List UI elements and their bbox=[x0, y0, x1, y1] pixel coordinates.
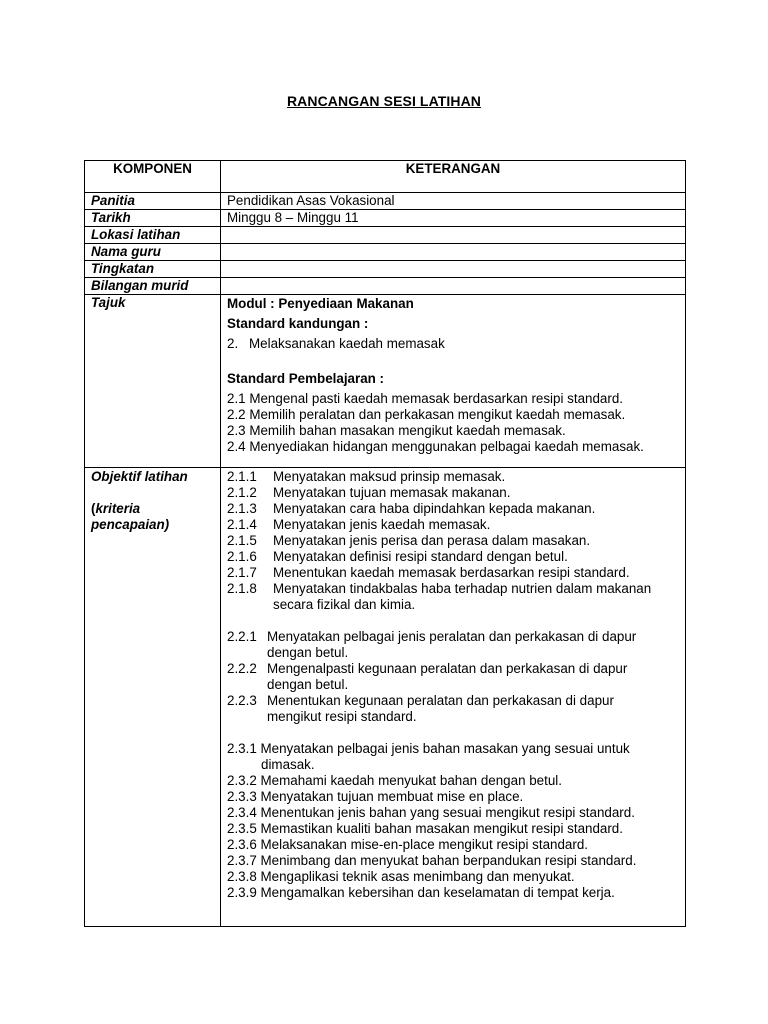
table-row bbox=[85, 278, 686, 295]
standard-kandungan-item bbox=[227, 336, 679, 352]
list-item: 2.3.5 Memastikan kualiti bahan masakan mengikut resipi standard. bbox=[227, 821, 623, 836]
row-label-guru: Nama guru bbox=[85, 244, 221, 261]
list-item: 2.3.9 Mengamalkan kebersihan dan keselamatan di tempat kerja. bbox=[227, 885, 615, 900]
list-item: 2.1.6 Menyatakan definisi resipi standard dengan betul. bbox=[227, 549, 568, 564]
header-keterangan: KETERANGAN bbox=[221, 161, 686, 193]
table-row bbox=[85, 227, 686, 244]
list-item: 2.1.2 Menyatakan tujuan memasak makanan. bbox=[227, 485, 511, 500]
list-item: 2.1.8 Menyatakan tindakbalas haba terhadap nutrien dalam makanan bbox=[227, 581, 652, 596]
table-row-objektif bbox=[85, 468, 686, 927]
list-item: 2.1 Mengenal pasti kaedah memasak berdasarkan resipi standard. bbox=[227, 391, 623, 406]
row-label-tajuk: Tajuk bbox=[85, 295, 221, 468]
row-label-tingkatan: Tingkatan bbox=[85, 261, 221, 278]
list-item: 2.3.6 Melaksanakan mise-en-place mengikut resipi standard. bbox=[227, 837, 588, 852]
list-item: 2.2.2 Mengenalpasti kegunaan peralatan dan perkakasan di dapur bbox=[227, 661, 628, 676]
list-item: 2.1.7 Menentukan kaedah memasak berdasarkan resipi standard. bbox=[227, 565, 630, 580]
table-row bbox=[85, 210, 686, 227]
row-value-objektif bbox=[221, 468, 686, 927]
document-title: RANCANGAN SESI LATIHAN bbox=[286, 93, 482, 109]
row-value-guru bbox=[221, 244, 686, 261]
list-item-continuation: dimasak. bbox=[261, 757, 315, 772]
objektif-sublabel-line2: pencapaian) bbox=[91, 517, 170, 532]
list-item-continuation: dengan betul. bbox=[267, 645, 349, 660]
header-komponen: KOMPONEN bbox=[85, 161, 221, 193]
training-plan-table bbox=[84, 160, 686, 927]
sk-number: 2. bbox=[227, 336, 239, 351]
list-item: 2.1.3 Menyatakan cara haba dipindahkan kepada makanan. bbox=[227, 501, 596, 516]
table-row bbox=[85, 193, 686, 210]
row-label-lokasi: Lokasi latihan bbox=[85, 227, 221, 244]
list-item: 2.3.2 Memahami kaedah menyukat bahan dengan betul. bbox=[227, 773, 562, 788]
list-item-continuation: secara fizikal dan kimia. bbox=[273, 597, 416, 612]
list-item: 2.1.5 Menyatakan jenis perisa dan perasa dalam masakan. bbox=[227, 533, 591, 548]
list-item: 2.3.3 Menyatakan tujuan membuat mise en place. bbox=[227, 789, 524, 804]
list-item: 2.4 Menyediakan hidangan menggunakan pelbagai kaedah memasak. bbox=[227, 439, 644, 454]
list-item: 2.2 Memilih peralatan dan perkakasan mengikut kaedah memasak. bbox=[227, 407, 626, 422]
row-value-tajuk bbox=[221, 295, 686, 468]
list-item-continuation: dengan betul. bbox=[267, 677, 349, 692]
list-item: 2.3.1 Menyatakan pelbagai jenis bahan masakan yang sesuai untuk bbox=[227, 741, 630, 756]
list-item-continuation: mengikut resipi standard. bbox=[267, 709, 417, 724]
row-value-lokasi bbox=[221, 227, 686, 244]
list-item: 2.1.1 Menyatakan maksud prinsip memasak. bbox=[227, 469, 506, 484]
objektif-sublabel: (kriteria bbox=[91, 501, 141, 516]
table-row bbox=[85, 244, 686, 261]
list-item: 2.3 Memilih bahan masakan mengikut kaedah memasak. bbox=[227, 423, 566, 438]
list-item: 2.2.1 Menyatakan pelbagai jenis peralatan dan perkakasan di dapur bbox=[227, 629, 637, 644]
row-label-tarikh: Tarikh bbox=[85, 210, 221, 227]
row-value-bilangan bbox=[221, 278, 686, 295]
table-row bbox=[85, 261, 686, 278]
list-item: 2.3.7 Menimbang dan menyukat bahan berpandukan resipi standard. bbox=[227, 853, 637, 868]
modul-title: Modul : Penyediaan Makanan bbox=[227, 296, 414, 311]
row-value-tingkatan bbox=[221, 261, 686, 278]
row-label-panitia: Panitia bbox=[85, 193, 221, 210]
list-item: 2.1.4 Menyatakan jenis kaedah memasak. bbox=[227, 517, 491, 532]
list-item: 2.2.3 Menentukan kegunaan peralatan dan perkakasan di dapur bbox=[227, 693, 614, 708]
row-label-bilangan: Bilangan murid bbox=[85, 278, 221, 295]
sk-text: Melaksanakan kaedah memasak bbox=[249, 336, 445, 351]
standard-pembelajaran-heading: Standard Pembelajaran : bbox=[227, 371, 385, 386]
table-row-tajuk bbox=[85, 295, 686, 468]
objektif-label: Objektif latihan bbox=[91, 469, 188, 484]
list-item: 2.3.4 Menentukan jenis bahan yang sesuai mengikut resipi standard. bbox=[227, 805, 635, 820]
row-label-objektif bbox=[85, 468, 221, 927]
table-header-row bbox=[85, 161, 686, 193]
row-value-panitia: Pendidikan Asas Vokasional bbox=[221, 193, 686, 210]
row-value-tarikh: Minggu 8 – Minggu 11 bbox=[221, 210, 686, 227]
list-item: 2.3.8 Mengaplikasi teknik asas menimbang dan menyukat. bbox=[227, 869, 575, 884]
standard-kandungan-heading: Standard kandungan : bbox=[227, 316, 369, 331]
